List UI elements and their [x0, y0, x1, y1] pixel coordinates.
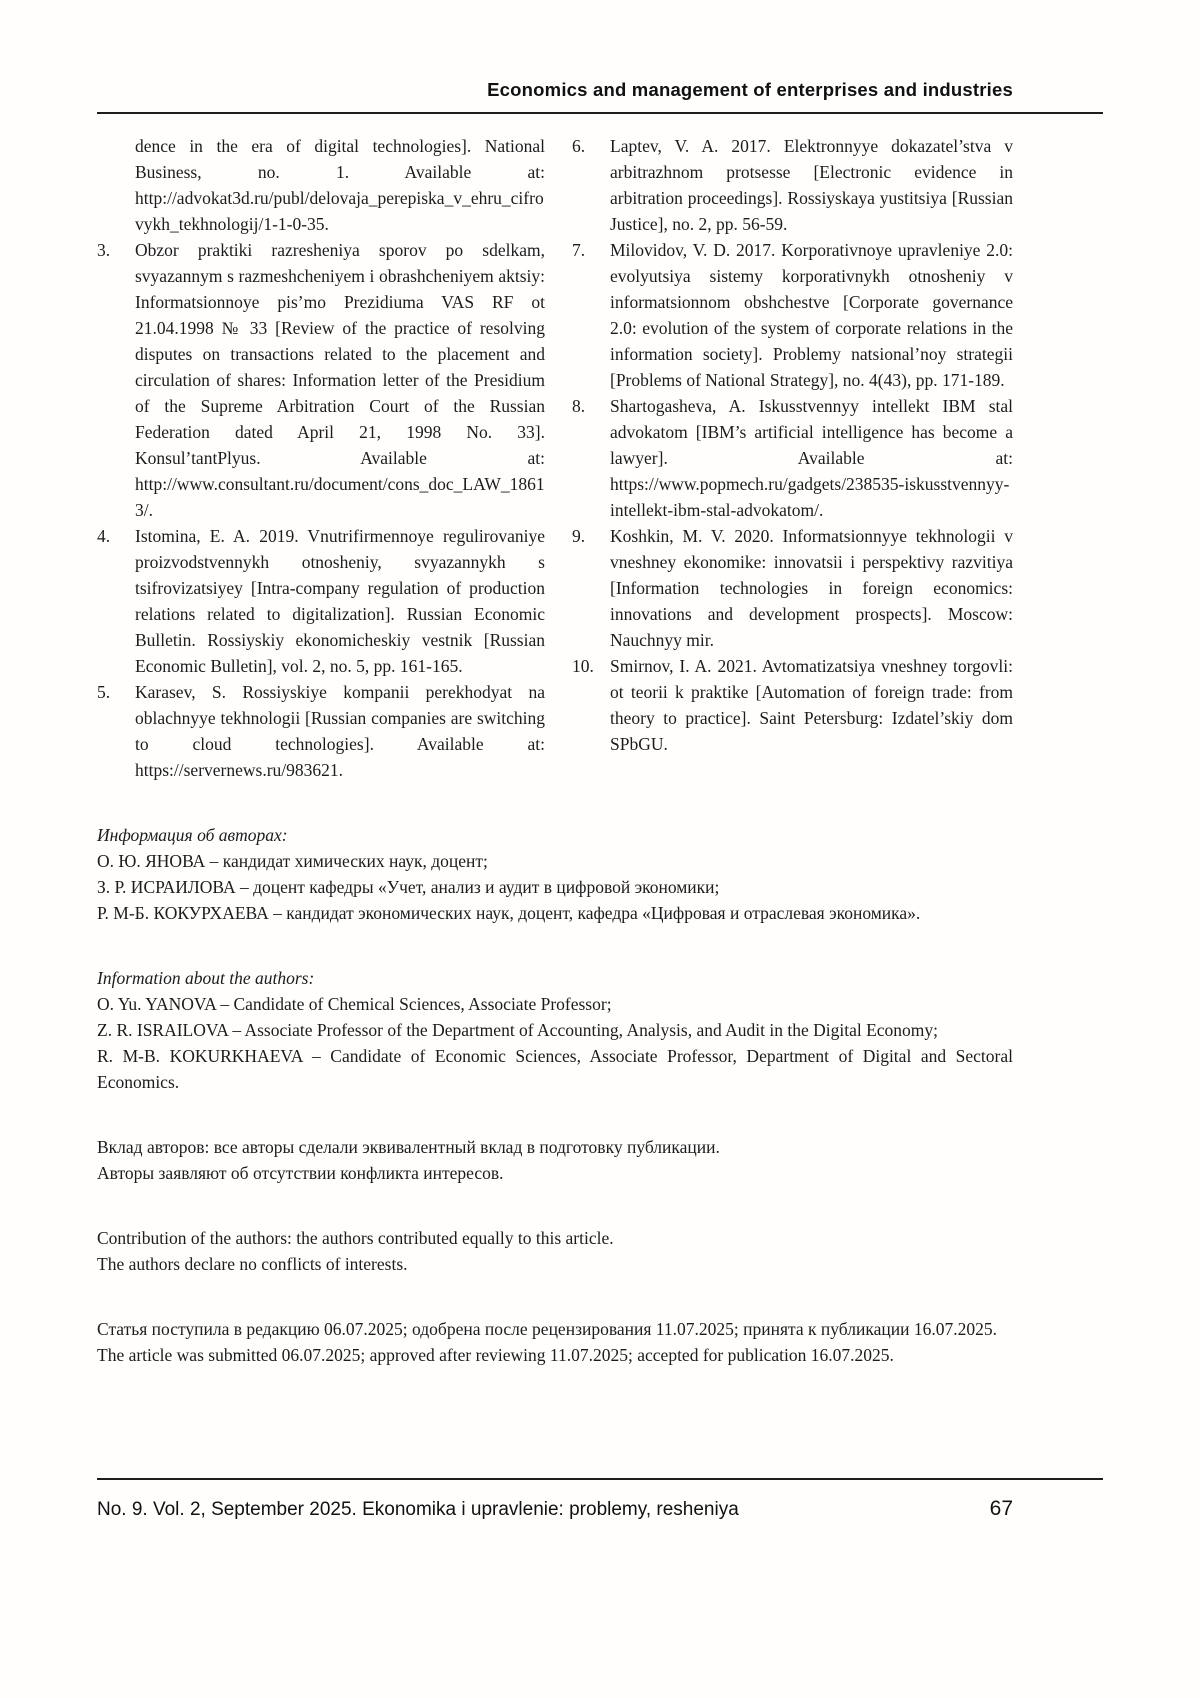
reference-number: 10. [572, 656, 594, 676]
author-line: О. Ю. ЯНОВА – кандидат химических наук, доцент; [97, 851, 488, 871]
reference-item [97, 237, 545, 523]
page-header [97, 78, 1200, 114]
reference-number: 9. [572, 526, 586, 546]
references-section [97, 133, 1013, 783]
submission-dates-en: The article was submitted 06.07.2025; approved after reviewing 11.07.2025; accepted for publication 16.07.2025. [97, 1345, 894, 1365]
conflict-of-interest-line: Авторы заявляют об отсутствии конфликта интересов. [97, 1163, 504, 1183]
contribution-line: Вклад авторов: все авторы сделали эквивалентный вклад в подготовку публикации. [97, 1137, 720, 1157]
page-footer [97, 1478, 1103, 1523]
reference-number: 7. [572, 240, 586, 260]
reference-item [572, 133, 1013, 237]
reference-number: 5. [97, 682, 111, 702]
authors-info-ru [97, 822, 1013, 926]
submission-dates-ru: Статья поступила в редакцию 06.07.2025; одобрена после рецензирования 11.07.2025; принята к публикации 16.07.2025. [97, 1319, 997, 1339]
footer-rule [97, 1478, 1103, 1480]
reference-text: Shartogasheva, A. Iskusstvennyy intellekt IBM stal advokatom [IBM’s artificial intelligence has become a lawyer]. Available at: https://www.popmech.ru/gadgets/238535-iskusstvennyy-intellekt-ibm-stal-advokatom/. [610, 396, 1013, 520]
authors-info-en [97, 965, 1013, 1095]
reference-number: 3. [97, 240, 111, 260]
contribution-statement-en [97, 1225, 1013, 1277]
references-column-right [572, 133, 1013, 783]
author-line: Z. R. ISRAILOVA – Associate Professor of the Department of Accounting, Analysis, and Audit in the Digital Economy; [97, 1020, 939, 1040]
reference-text: Milovidov, V. D. 2017. Korporativnoye upravleniye 2.0: evolyutsiya sistemy korporativnykh otnosheniy v informatsionnom obshchestve [Corporate governance 2.0: evolution of the system of corporate relations in the information society]. Problemy natsional’noy strategii [Problems of National Strategy], no. 4(43), pp. 171-189. [610, 240, 1013, 390]
reference-number: 4. [97, 526, 111, 546]
reference-text: Smirnov, I. A. 2021. Avtomatizatsiya vneshney torgovli: ot teorii k praktike [Automation of foreign trade: from theory to practice]. Saint Petersburg: Izdatel’skiy dom SPbGU. [610, 656, 1013, 754]
header-rule [97, 112, 1103, 114]
article-dates [97, 1316, 1013, 1368]
reference-text: Karasev, S. Rossiyskiye kompanii perekhodyat na oblachnyye tekhnologii [Russian companies are switching to cloud technologies]. Available at: https://servernews.ru/983621. [135, 682, 545, 780]
reference-text: Istomina, E. A. 2019. Vnutrifirmennoye regulirovaniye proizvodstvennykh otnosheniy, svyazannykh s tsifrovizatsiyey [Intra-company regulation of production relations related to digitalization]. Russian Economic Bulletin. Rossiyskiy ekonomicheskiy vestnik [Russian Economic Bulletin], vol. 2, no. 5, pp. 161-165. [135, 526, 545, 676]
reference-item [572, 523, 1013, 653]
reference-item [572, 237, 1013, 393]
journal-issue-line: No. 9. Vol. 2, September 2025. Ekonomika i upravlenie: problemy, resheniya [97, 1499, 739, 1520]
authors-info-ru-heading: Информация об авторах: [97, 825, 288, 845]
contribution-line: Contribution of the authors: the authors contributed equally to this article. [97, 1228, 614, 1248]
reference-number: 6. [572, 136, 586, 156]
conflict-of-interest-line: The authors declare no conflicts of interests. [97, 1254, 408, 1274]
reference-continuation-text: dence in the era of digital technologies]. National Business, no. 1. Available at: http://advokat3d.ru/publ/delovaja_perepiska_v_ehru_cifrovykh_tekhnologij/1-1-0-35. [135, 136, 545, 234]
author-line: O. Yu. YANOVA – Candidate of Chemical Sciences, Associate Professor; [97, 994, 612, 1014]
author-line: Р. М-Б. КОКУРХАЕВА – кандидат экономических наук, доцент, кафедра «Цифровая и отраслевая экономика». [97, 903, 921, 923]
reference-text: Obzor praktiki razresheniya sporov po sdelkam, svyazannym s razmeshcheniyem i obrashcheniyem aktsiy: Informatsionnoye pis’mo Prezidiuma VAS RF ot 21.04.1998 № 33 [Review of the practice of resolving disputes on transactions related to the placement and circulation of shares: Information letter of the Presidium of the Supreme Arbitration Court of the Russian Federation dated April 21, 1998 No. 33]. Konsul’tantPlyus. Available at: http://www.consultant.ru/document/cons_doc_LAW_18613/. [135, 240, 545, 520]
reference-item [572, 393, 1013, 523]
running-head-title: Economics and management of enterprises and industries [487, 79, 1013, 100]
footer-line [97, 1496, 1013, 1523]
author-line: З. Р. ИСРАИЛОВА – доцент кафедры «Учет, анализ и аудит в цифровой экономики; [97, 877, 720, 897]
reference-item [572, 653, 1013, 757]
reference-text: Laptev, V. A. 2017. Elektronnyye dokazatel’stva v arbitrazhnom protsesse [Electronic evidence in arbitration proceedings]. Rossiyskaya yustitsiya [Russian Justice], no. 2, pp. 56-59. [610, 136, 1013, 234]
reference-number: 8. [572, 396, 586, 416]
reference-item [97, 679, 545, 783]
reference-text: Koshkin, M. V. 2020. Informatsionnyye tekhnologii v vneshney ekonomike: innovatsii i perspektivy razvitiya [Information technologies in foreign economics: innovations and development prospects]. Moscow: Nauchnyy mir. [610, 526, 1013, 650]
authors-info-en-heading: Information about the authors: [97, 968, 315, 988]
references-column-left [97, 133, 545, 783]
contribution-statement-ru [97, 1134, 1013, 1186]
page-number: 67 [989, 1497, 1013, 1520]
reference-item [97, 523, 545, 679]
author-line: R. M-B. KOKURKHAEVA – Candidate of Economic Sciences, Associate Professor, Department of Digital and Sectoral Economics. [97, 1046, 1013, 1092]
